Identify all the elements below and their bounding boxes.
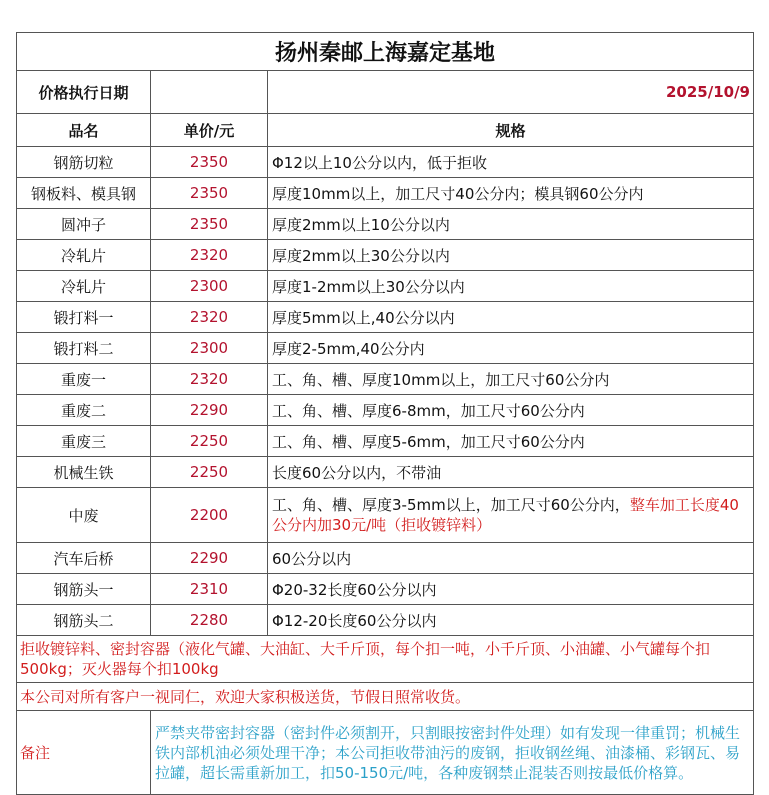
remarks-label: 备注 xyxy=(17,711,151,795)
sheet-title: 扬州秦邮上海嘉定基地 xyxy=(17,33,754,71)
table-row xyxy=(17,395,754,426)
row-spec xyxy=(268,333,754,364)
row-spec xyxy=(268,605,754,636)
row-spec xyxy=(268,426,754,457)
row-name: 锻打料二 xyxy=(17,333,151,364)
row-spec xyxy=(268,240,754,271)
row-name: 汽车后桥 xyxy=(17,543,151,574)
row-spec xyxy=(268,147,754,178)
reject-note: 拒收镀锌料、密封容器（液化气罐、大油缸、大千斤顶，每个扣一吨，小千斤顶、小油罐、小气罐每个扣500kg；灭火器每个扣100kg xyxy=(17,636,754,683)
row-price: 2200 xyxy=(151,488,268,543)
row-spec-text: 厚度5mm以上,40公分以内 xyxy=(272,308,455,327)
row-price: 2310 xyxy=(151,574,268,605)
row-name: 机械生铁 xyxy=(17,457,151,488)
row-spec xyxy=(268,543,754,574)
row-name: 钢筋头一 xyxy=(17,574,151,605)
row-spec-text: 工、角、槽、厚度3-5mm以上，加工尺寸60公分内， xyxy=(272,496,630,514)
table-row xyxy=(17,457,754,488)
row-spec-text: Φ12以上10公分以内，低于拒收 xyxy=(272,153,487,172)
row-name: 钢筋头二 xyxy=(17,605,151,636)
row-spec-text: 厚度2mm以上10公分以内 xyxy=(272,215,450,234)
row-name: 冷轧片 xyxy=(17,271,151,302)
row-price: 2290 xyxy=(151,543,268,574)
row-name: 重废一 xyxy=(17,364,151,395)
row-price: 2250 xyxy=(151,426,268,457)
row-spec xyxy=(268,271,754,302)
date-value: 2025/10/9 xyxy=(268,71,754,114)
row-price: 2250 xyxy=(151,457,268,488)
table-row xyxy=(17,209,754,240)
row-name: 圆冲子 xyxy=(17,209,151,240)
price-sheet xyxy=(16,32,753,795)
row-spec-text: 厚度10mm以上，加工尺寸40公分内；模具钢60公分内 xyxy=(272,184,644,203)
row-name: 中废 xyxy=(17,488,151,543)
date-label: 价格执行日期 xyxy=(17,71,151,114)
row-spec-text: 60公分以内 xyxy=(272,549,352,568)
row-spec-text: 工、角、槽、厚度6-8mm，加工尺寸60公分内 xyxy=(272,401,585,420)
row-spec-red-text: 整车加工长度40公分内加30元/吨（拒收镀锌料） xyxy=(272,496,739,534)
row-name: 冷轧片 xyxy=(17,240,151,271)
row-name: 钢筋切粒 xyxy=(17,147,151,178)
table-row xyxy=(17,178,754,209)
row-spec xyxy=(268,488,754,543)
table-row xyxy=(17,364,754,395)
row-name: 锻打料一 xyxy=(17,302,151,333)
policy-note: 本公司对所有客户一视同仁，欢迎大家积极送货，节假日照常收货。 xyxy=(17,683,754,711)
row-spec xyxy=(268,574,754,605)
row-price: 2300 xyxy=(151,271,268,302)
row-spec xyxy=(268,209,754,240)
row-name: 重废三 xyxy=(17,426,151,457)
table-row xyxy=(17,543,754,574)
row-name: 重废二 xyxy=(17,395,151,426)
row-price: 2350 xyxy=(151,209,268,240)
row-spec-text: Φ20-32长度60公分以内 xyxy=(272,580,437,599)
table-row xyxy=(17,605,754,636)
row-price: 2320 xyxy=(151,240,268,271)
table-row xyxy=(17,147,754,178)
row-spec-text: 工、角、槽、厚度5-6mm，加工尺寸60公分内 xyxy=(272,432,585,451)
remarks-text: 严禁夹带密封容器（密封件必须割开，只割眼按密封件处理）如有发现一律重罚；机械生铁内部机油必须处理干净；本公司拒收带油污的废钢，拒收钢丝绳、油漆桶、彩钢瓦、易拉罐，超长需重新加工，扣50-150元/吨，各种废钢禁止混装否则按最低价格算。 xyxy=(151,711,754,795)
row-name: 钢板料、模具钢 xyxy=(17,178,151,209)
table-row xyxy=(17,426,754,457)
row-spec xyxy=(268,178,754,209)
row-price: 2350 xyxy=(151,178,268,209)
table-row xyxy=(17,488,754,543)
row-spec-text: 长度60公分以内，不带油 xyxy=(272,463,442,482)
row-price: 2320 xyxy=(151,364,268,395)
row-spec-text: 厚度1-2mm以上30公分以内 xyxy=(272,277,465,296)
row-spec xyxy=(268,364,754,395)
row-spec xyxy=(268,457,754,488)
table-row xyxy=(17,574,754,605)
row-price: 2320 xyxy=(151,302,268,333)
row-spec xyxy=(268,302,754,333)
table-row xyxy=(17,333,754,364)
header-spec: 规格 xyxy=(268,114,754,147)
row-price: 2280 xyxy=(151,605,268,636)
row-spec-text: 厚度2mm以上30公分以内 xyxy=(272,246,450,265)
table-row xyxy=(17,271,754,302)
table-row xyxy=(17,302,754,333)
row-price: 2350 xyxy=(151,147,268,178)
date-empty-cell xyxy=(151,71,268,114)
row-spec xyxy=(268,395,754,426)
header-name: 品名 xyxy=(17,114,151,147)
row-price: 2290 xyxy=(151,395,268,426)
row-spec-text: 厚度2-5mm,40公分内 xyxy=(272,339,425,358)
table-row xyxy=(17,240,754,271)
row-price: 2300 xyxy=(151,333,268,364)
price-table xyxy=(16,32,754,795)
row-spec-text: Φ12-20长度60公分以内 xyxy=(272,611,437,630)
header-price: 单价/元 xyxy=(151,114,268,147)
row-spec-text: 工、角、槽、厚度10mm以上，加工尺寸60公分内 xyxy=(272,370,610,389)
